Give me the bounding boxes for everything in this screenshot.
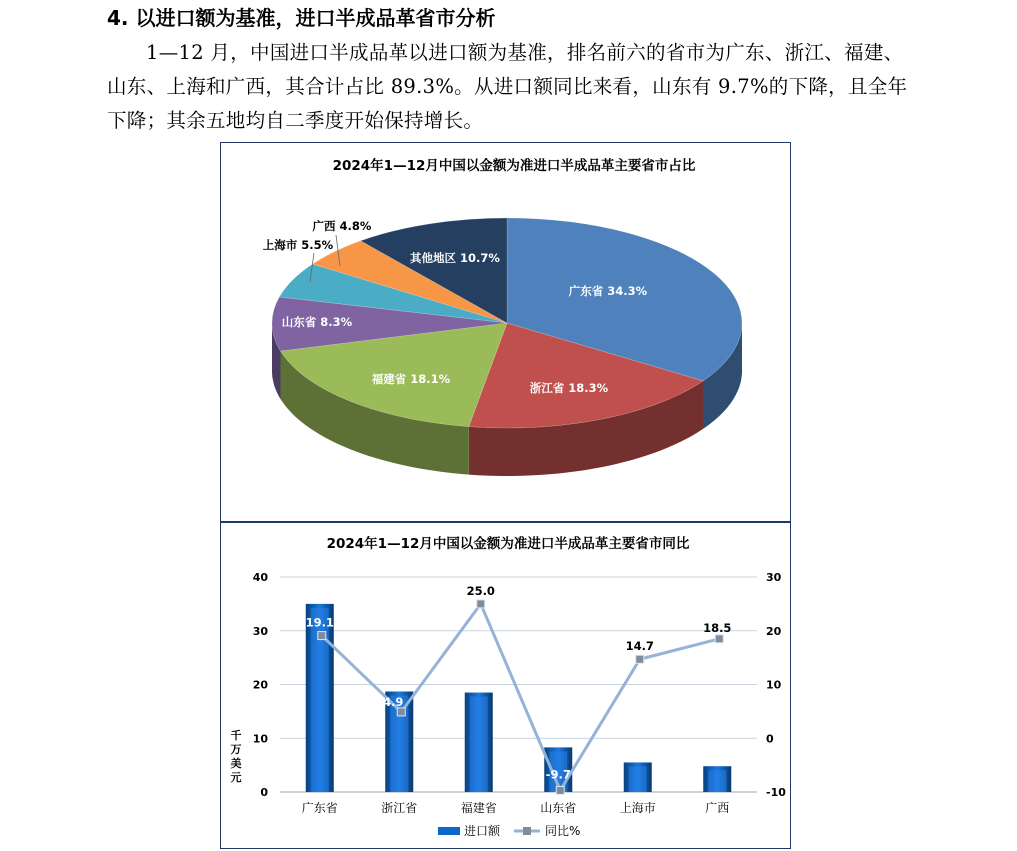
y-tick-30: 30 xyxy=(252,624,268,638)
line-label-0: 19.1 xyxy=(305,615,334,630)
line-label-4: 14.7 xyxy=(625,639,654,654)
line-marker-0 xyxy=(318,632,326,640)
category-label-3: 山东省 xyxy=(540,801,577,815)
y-axis-label-text: 千万美元 xyxy=(230,729,242,784)
bar-highlight-4 xyxy=(629,766,647,792)
y2-tick-30: 30 xyxy=(766,571,782,584)
line-label-2: 25.0 xyxy=(466,583,495,598)
legend-swatch-bar xyxy=(438,827,460,835)
line-label-1: 4.9 xyxy=(383,694,404,709)
line-marker-5 xyxy=(715,635,723,643)
legend-label-bar: 进口额 xyxy=(464,824,501,838)
line-path xyxy=(322,604,720,791)
legend-marker-line xyxy=(523,827,531,835)
line-label-3: -9.7 xyxy=(545,767,571,782)
category-label-5: 广西 xyxy=(705,801,730,815)
y2-tick-10: 10 xyxy=(766,678,782,692)
bar-highlight-5 xyxy=(708,770,726,792)
body-paragraph: 1—12 月，中国进口半成品革以进口额为基准，排名前六的省市为广东、浙江、福建、山东、上海和广西，其合计占比 89.3%。从进口额同比来看，山东有 9.7%的下降，且全年下降；其余五地均自二季度开始保持增长。 xyxy=(107,41,908,132)
y-axis-label xyxy=(231,728,242,784)
pie-label-6: 其他地区 10.7% xyxy=(410,251,500,265)
line-label-5: 18.5 xyxy=(703,620,732,635)
bar-series xyxy=(306,604,732,792)
y-axis-ticks xyxy=(253,571,269,799)
category-label-4: 上海市 xyxy=(619,801,656,815)
y2-tick-0: 0 xyxy=(766,732,774,746)
pie-label-4: 上海市 5.5% xyxy=(262,238,334,252)
pie-label-0: 广东省 34.3% xyxy=(568,284,648,298)
y-tick-40: 40 xyxy=(252,571,268,584)
pie-label-2: 福建省 18.1% xyxy=(371,372,451,386)
pie-label-5: 广西 4.8% xyxy=(312,219,372,233)
y-tick-20: 20 xyxy=(252,678,268,692)
y2-tick--10: -10 xyxy=(766,786,786,799)
category-label-2: 福建省 xyxy=(460,801,497,815)
pie-label-3: 山东省 8.3% xyxy=(281,315,353,329)
section-heading: 4. 以进口额为基准，进口半成品革省市分析 xyxy=(107,6,496,30)
line-marker-3 xyxy=(556,786,564,794)
y-tick-0: 0 xyxy=(260,786,268,799)
category-labels xyxy=(302,800,730,815)
bar-chart-gridlines xyxy=(280,577,757,792)
line-marker-1 xyxy=(397,708,405,716)
bar-chart-legend xyxy=(438,823,580,838)
bar-chart-title: 2024年1—12月中国以金额为准进口半成品革主要省市同比 xyxy=(326,536,690,552)
line-marker-2 xyxy=(477,600,485,608)
line-series xyxy=(306,584,732,795)
y-tick-10: 10 xyxy=(252,732,268,746)
category-label-0: 广东省 xyxy=(301,801,338,815)
bar-highlight-2 xyxy=(470,697,488,792)
pie-label-1: 浙江省 18.3% xyxy=(529,381,609,395)
line-marker-4 xyxy=(636,655,644,663)
category-label-1: 浙江省 xyxy=(381,801,418,815)
pie-chart-title: 2024年1—12月中国以金额为准进口半成品革主要省市占比 xyxy=(332,158,696,174)
y2-axis-ticks xyxy=(766,571,786,799)
y2-tick-20: 20 xyxy=(766,624,782,638)
legend-label-line: 同比% xyxy=(545,824,581,838)
